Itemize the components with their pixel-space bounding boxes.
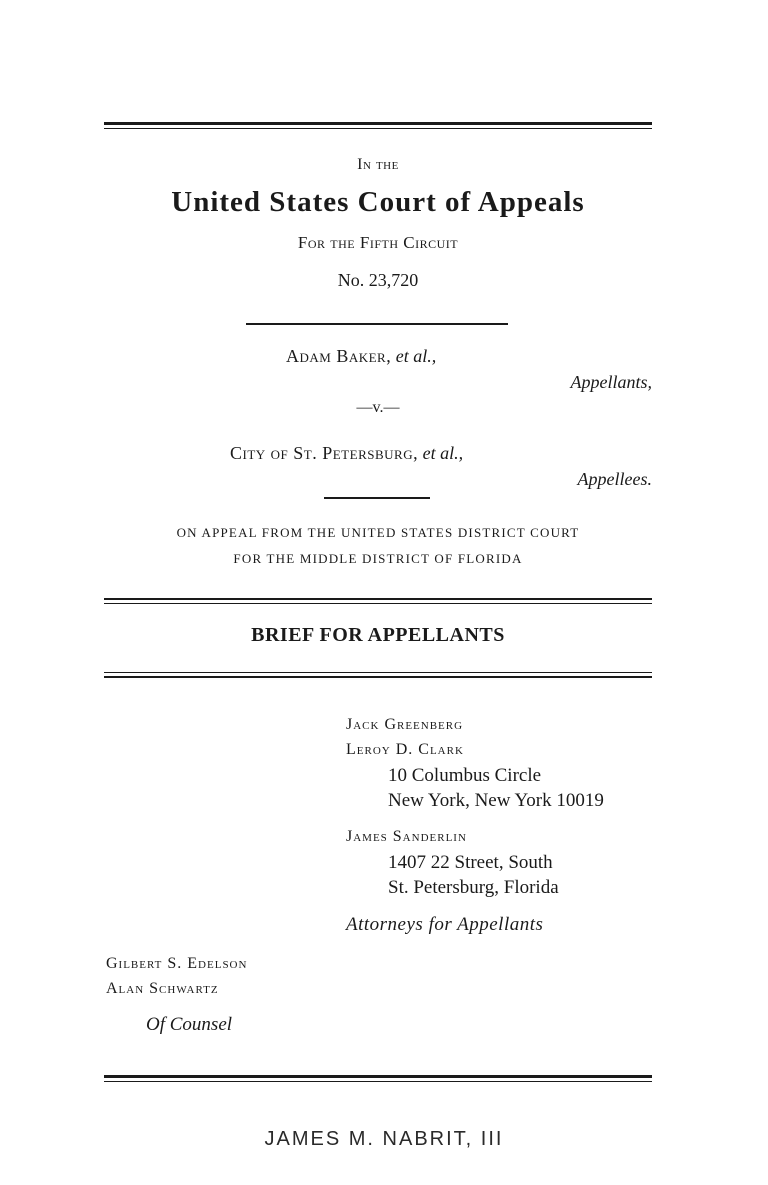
appellant-line xyxy=(286,346,436,367)
title-rule-bottom-thin xyxy=(104,672,652,673)
top-rule-thick xyxy=(104,122,652,125)
top-rule-thin xyxy=(104,128,652,129)
footer-stamp: JAMES M. NABRIT, III xyxy=(264,1128,504,1150)
counsel-name-1: Gilbert S. Edelson xyxy=(106,955,248,972)
bottom-rule-thick xyxy=(104,1075,652,1078)
appellant-name: Adam Baker, xyxy=(286,346,392,366)
appellants-role: Appellants, xyxy=(570,372,652,392)
docket-number: No. 23,720 xyxy=(337,270,419,290)
title-rule-top-thick xyxy=(104,598,652,600)
appeal-line-2: FOR THE MIDDLE DISTRICT OF FLORIDA xyxy=(233,551,523,566)
address-2-line-2: St. Petersburg, Florida xyxy=(388,877,559,898)
court-name: United States Court of Appeals xyxy=(171,186,585,218)
counsel-name-2: Alan Schwartz xyxy=(106,980,219,997)
attorney-name-2: Leroy D. Clark xyxy=(346,741,464,758)
brief-title: BRIEF FOR APPELLANTS xyxy=(251,624,505,646)
attorneys-role: Attorneys for Appellants xyxy=(346,914,544,935)
appellee-line xyxy=(230,443,463,464)
attorney-name-1: Jack Greenberg xyxy=(346,716,464,733)
counsel-role: Of Counsel xyxy=(146,1014,233,1035)
appellee-name: City of St. Petersburg, xyxy=(230,443,419,463)
title-rule-top-thin xyxy=(104,603,652,604)
docket-divider xyxy=(246,323,508,325)
appellees-role: Appellees. xyxy=(577,469,652,489)
title-rule-bottom-thick xyxy=(104,676,652,678)
in-the-label: In the xyxy=(357,156,399,173)
bottom-rule-thin xyxy=(104,1081,652,1082)
address-2-line-1: 1407 22 Street, South xyxy=(388,852,553,873)
parties-divider xyxy=(324,497,430,499)
address-1-line-2: New York, New York 10019 xyxy=(388,790,604,811)
appeal-line-1: ON APPEAL FROM THE UNITED STATES DISTRICT COURT xyxy=(176,525,580,540)
attorney-name-3: James Sanderlin xyxy=(346,828,467,845)
versus-label: —v.— xyxy=(356,399,400,416)
appellant-etal: et al., xyxy=(395,346,437,366)
circuit-label: For the Fifth Circuit xyxy=(297,233,459,252)
address-1-line-1: 10 Columbus Circle xyxy=(388,765,542,786)
appellee-etal: et al., xyxy=(422,443,464,463)
